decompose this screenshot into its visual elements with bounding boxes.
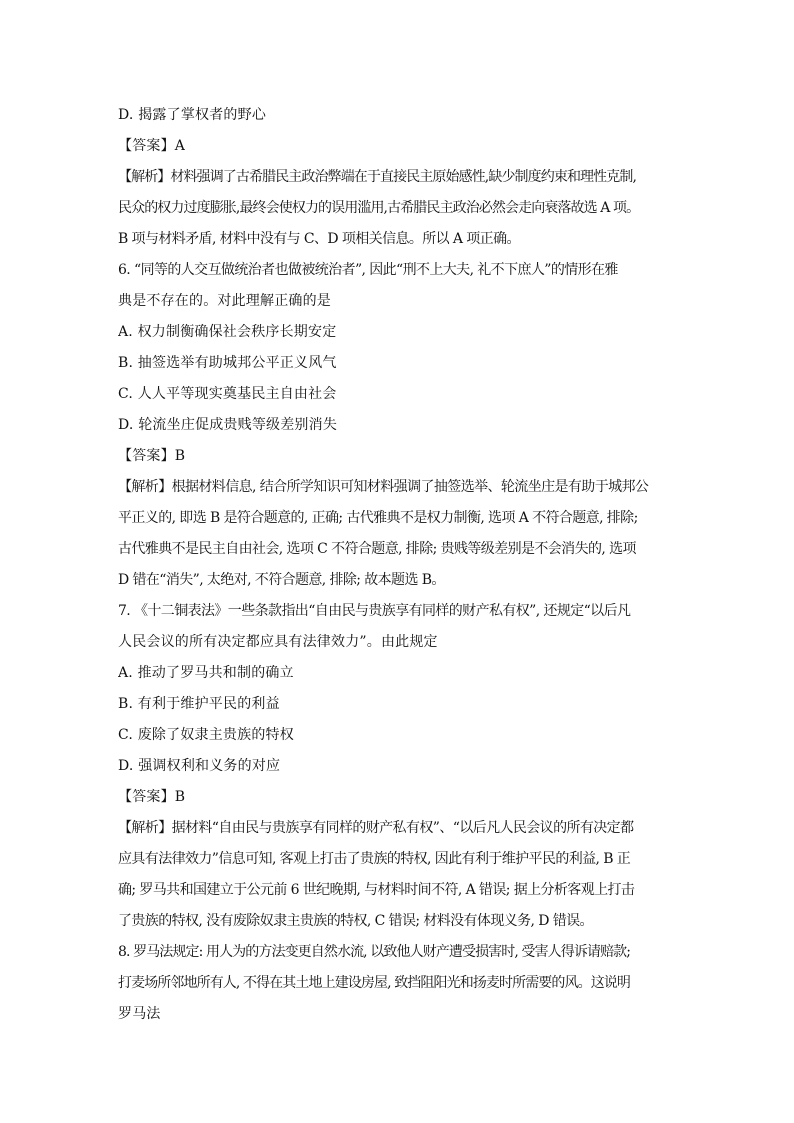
question-6-line-1: 6. “同等的人交互做统治者也做被统治者”, 因此“刑不上大夫, 礼不下庶人”的情形在雅: [118, 262, 618, 278]
analysis-q5-line-1: 【解析】材料强调了古希腊民主政治弊端在于直接民主原始感性,缺少制度约束和理性克制,: [118, 169, 636, 185]
question-8-line-2: 打麦场所邻地所有人, 不得在其土地上建设房屋, 致挡阻阳光和扬麦时所需要的风。这说明: [118, 975, 630, 991]
document-body: [118, 100, 678, 1030]
question-7-line-2: 人民会议的所有决定都应具有法律效力”。由此规定: [118, 634, 438, 650]
analysis-q7-line-1: 【解析】据材料“自由民与贵族享有同样的财产私有权”、“以后凡人民会议的所有决定都: [118, 820, 634, 836]
question-8-line-3: 罗马法: [118, 1006, 161, 1022]
question-7-line-1: 7. 《十二铜表法》一些条款指出“自由民与贵族享有同样的财产私有权”, 还规定“以后凡: [118, 603, 631, 619]
option-b-q6: B. 抽签选举有助城邦公平正义风气: [118, 355, 337, 371]
option-d-q5: D. 揭露了掌权者的野心: [118, 107, 267, 123]
answer-q7: 【答案】B: [118, 789, 186, 805]
question-6-line-2: 典是不存在的。对此理解正确的是: [118, 293, 331, 309]
analysis-q7-line-4: 了贵族的特权, 没有废除奴隶主贵族的特权, C 错误; 材料没有体现义务, D 错误。: [118, 913, 593, 929]
option-c-q7: C. 废除了奴隶主贵族的特权: [118, 727, 294, 743]
question-8-line-1: 8. 罗马法规定: 用人为的方法变更自然水流, 以致他人财产遭受损害时, 受害人得诉请赔款;: [118, 944, 631, 960]
analysis-q6-line-4: D 错在“消失”, 太绝对, 不符合题意, 排除; 故本题选 B。: [118, 572, 445, 588]
analysis-q6-line-3: 古代雅典不是民主自由社会, 选项 C 不符合题意, 排除; 贵贱等级差别是不会消失的, 选项: [118, 541, 636, 557]
analysis-q5-line-2: 民众的权力过度膨胀,最终会使权力的误用滥用,古希腊民主政治必然会走向衰落故选 A 项。: [118, 200, 640, 216]
analysis-q7-line-3: 确; 罗马共和国建立于公元前 6 世纪晚期, 与材料时间不符, A 错误; 据上分析客观上打击: [118, 882, 635, 898]
option-a-q6: A. 权力制衡确保社会秩序长期安定: [118, 324, 337, 340]
option-c-q6: C. 人人平等现实奠基民主自由社会: [118, 386, 337, 402]
option-d-q7: D. 强调权利和义务的对应: [118, 758, 281, 774]
option-a-q7: A. 推动了罗马共和制的确立: [118, 665, 294, 681]
analysis-q7-line-2: 应具有法律效力”信息可知, 客观上打击了贵族的特权, 因此有利于维护平民的利益, B 正: [118, 851, 631, 867]
answer-q6: 【答案】B: [118, 448, 186, 464]
option-b-q7: B. 有利于维护平民的利益: [118, 696, 280, 712]
option-d-q6: D. 轮流坐庄促成贵贱等级差别消失: [118, 417, 338, 433]
answer-q5: 【答案】A: [118, 138, 186, 154]
analysis-q6-line-1: 【解析】根据材料信息, 结合所学知识可知材料强调了抽签选举、轮流坐庄是有助于城邦公: [118, 479, 649, 495]
analysis-q6-line-2: 平正义的, 即选 B 是符合题意的, 正确; 古代雅典不是权力制衡, 选项 A 不符合题意, 排除;: [118, 510, 638, 526]
analysis-q5-line-3: B 项与材料矛盾, 材料中没有与 C、D 项相关信息。所以 A 项正确。: [118, 231, 520, 247]
